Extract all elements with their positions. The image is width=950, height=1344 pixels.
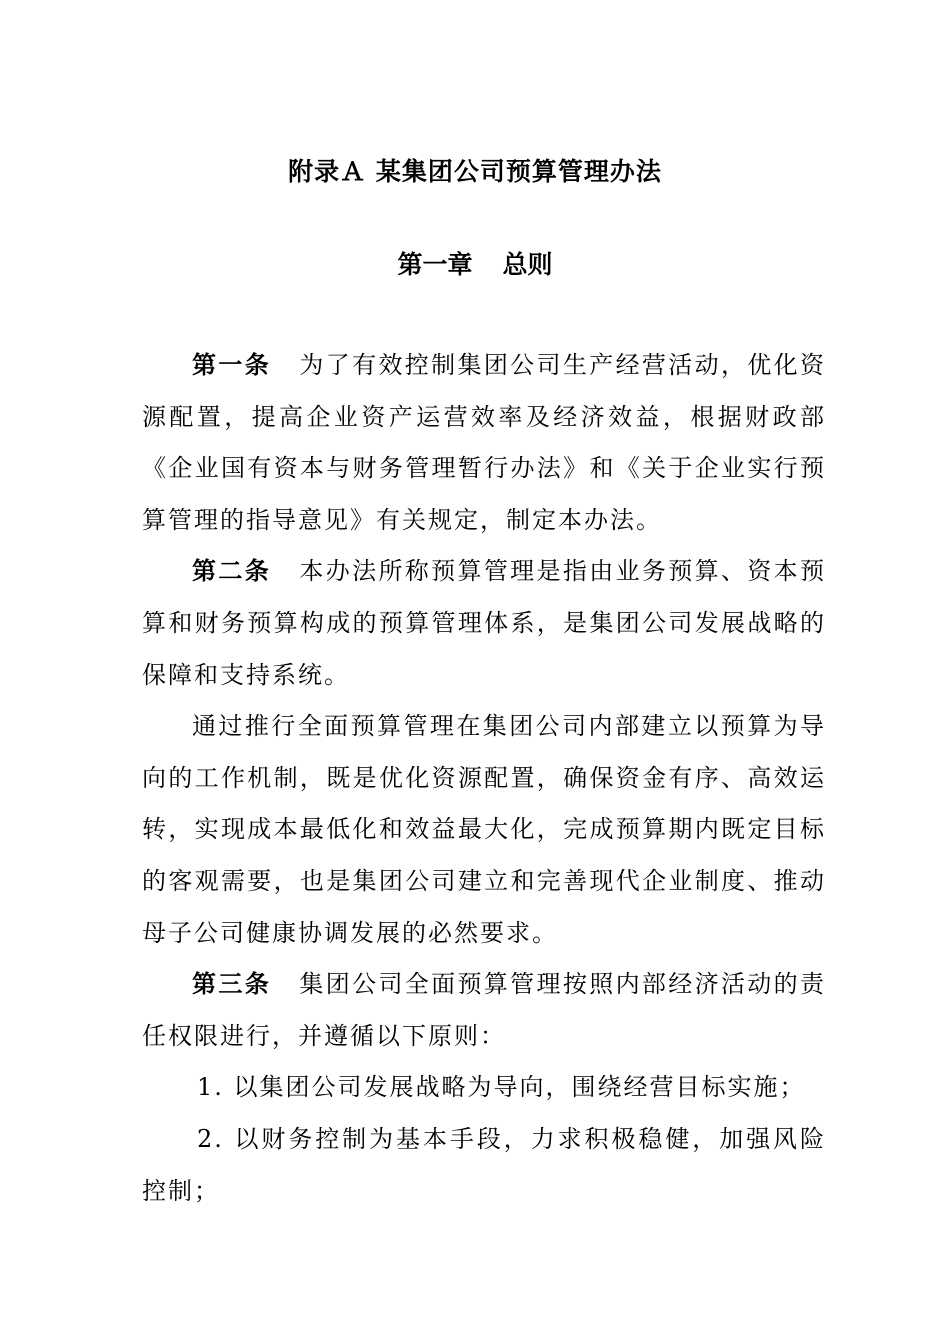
article-paragraph bbox=[142, 959, 826, 1062]
chapter-name: 总则 bbox=[502, 250, 553, 279]
article-text: 为了有效控制集团公司生产经营活动，优化资源配置，提高企业资产运营效率及经济效益，根据财政部《企业国有资本与财务管理暂行办法》和《关于企业实行预算管理的指导意见》有关规定，制定本办法。 bbox=[142, 351, 827, 534]
list-item-text: 以财务控制为基本手段，力求积极稳健，加强风险控制； bbox=[142, 1124, 826, 1205]
document-title: 附录Ａ 某集团公司预算管理办法 bbox=[288, 157, 662, 186]
article-paragraph bbox=[142, 340, 826, 546]
list-item bbox=[142, 1062, 826, 1114]
list-item-text: 以集团公司发展战略为导向，围绕经营目标实施； bbox=[233, 1073, 806, 1102]
article-text: 集团公司全面预算管理按照内部经济活动的责任权限进行，并遵循以下原则： bbox=[142, 970, 827, 1050]
document-body bbox=[142, 340, 826, 1217]
list-item bbox=[142, 1114, 826, 1217]
chapter-heading bbox=[0, 247, 950, 283]
article-label: 第一条 bbox=[192, 351, 272, 379]
article-label: 第二条 bbox=[192, 557, 272, 586]
article-paragraph bbox=[142, 546, 826, 701]
article-text: 本办法所称预算管理是指由业务预算、资本预算和财务预算构成的预算管理体系，是集团公司发展战略的保障和支持系统。 bbox=[142, 557, 827, 689]
article-label: 第三条 bbox=[192, 970, 272, 999]
paragraph-text: 通过推行全面预算管理在集团公司内部建立以预算为导向的工作机制，既是优化资源配置，确保资金有序、高效运转，实现成本最低化和效益最大化，完成预算期内既定目标的客观需要，也是集团公司建立和完善现代企业制度、推动母子公司健康协调发展的必然要求。 bbox=[142, 712, 826, 947]
list-item-number: 2. bbox=[197, 1124, 224, 1153]
chapter-number: 第一章 bbox=[397, 250, 473, 279]
body-paragraph bbox=[142, 701, 826, 959]
list-item-number: 1. bbox=[197, 1073, 224, 1102]
